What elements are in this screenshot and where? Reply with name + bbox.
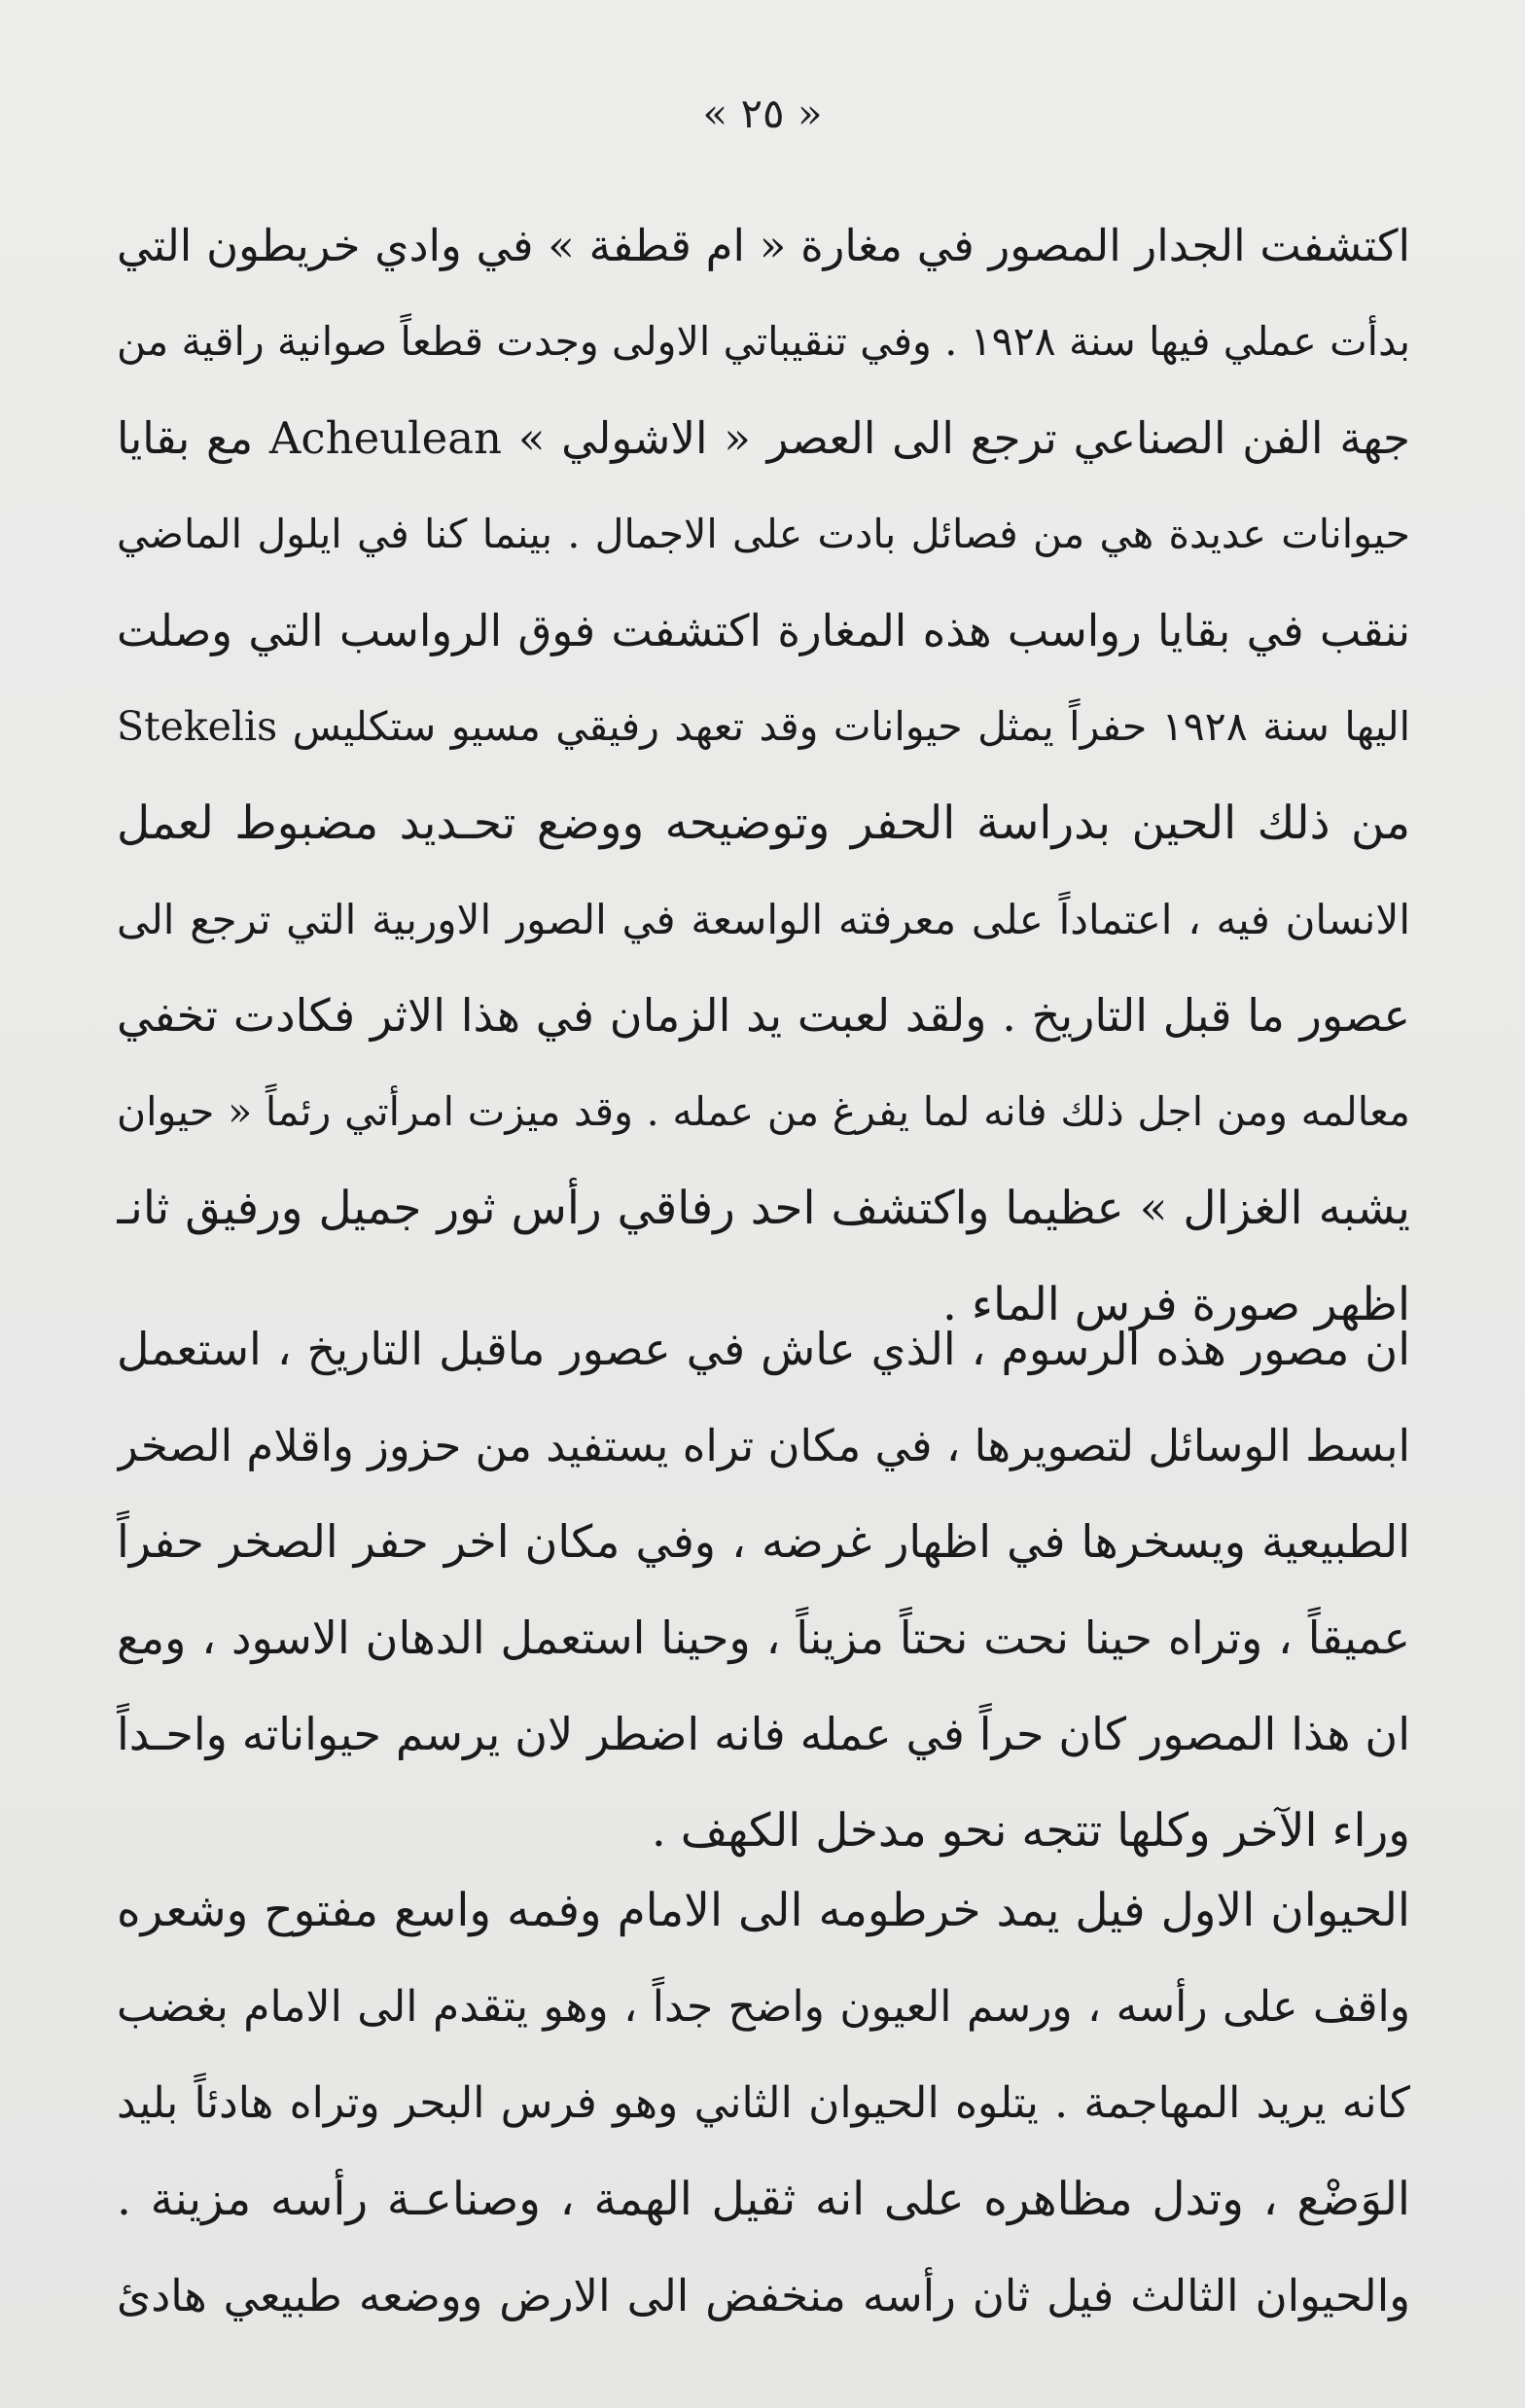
text-line: حيوانات عديدة هي من فصائل بادت على الاجمال . بينما كنا في ايلول الماضي [117, 511, 1410, 557]
text-line: جهة الفن الصناعي ترجع الى العصر « الاشولي » Acheulean مع بقايا [117, 412, 1410, 464]
text-line: الوَضْع ، وتدل مظاهره على انه ثقيل الهمة ، وصناعـة رأسه مزينة . [117, 2173, 1410, 2226]
text-line: معالمه ومن اجل ذلك فانه لما يفرغ من عمله . وقد ميزت امرأتي رئماً « حيوان [117, 1088, 1410, 1135]
text-line: الحيوان الاول فيل يمد خرطومه الى الامام وفمه واسع مفتوح وشعره [117, 1884, 1410, 1937]
text-line: ان مصور هذه الرسوم ، الذي عاش في عصور ماقبل التاريخ ، استعمل [117, 1323, 1410, 1375]
text-line: من ذلك الحين بدراسة الحفر وتوضيحه ووضع تحـديد مضبوط لعمل [117, 797, 1410, 850]
text-line: كانه يريد المهاجمة . يتلوه الحيوان الثاني وهو فرس البحر وتراه هادئاً بليد [117, 2078, 1410, 2128]
text-line: بدأت عملي فيها سنة ١٩٢٨ . وفي تنقيباتي الاولى وجدت قطعاً صوانية راقية من [117, 318, 1410, 365]
text-line: ابسط الوسائل لتصويرها ، في مكان تراه يستفيد من حزوز واقلام الصخر [117, 1420, 1410, 1471]
text-line: اظهر صورة فرس الماء . [941, 1278, 1410, 1331]
text-line: وراء الآخر وكلها تتجه نحو مدخل الكهف . [651, 1804, 1410, 1858]
text-line: ننقب في بقايا رواسب هذه المغارة اكتشفت فوق الرواسب التي وصلت [117, 605, 1410, 656]
paragraph-3 [117, 1862, 1410, 2344]
text-line: عصور ما قبل التاريخ . ولقد لعبت يد الزمان في هذا الاثر فكادت تخفي [117, 989, 1410, 1042]
text-line: اليها سنة ١٩٢٨ حفراً يمثل حيوانات وقد تعهد رفيقي مسيو ستكليس Stekelis [117, 703, 1410, 750]
text-line: الانسان فيه ، اعتماداً على معرفته الواسعة في الصور الاوربية التي ترجع الى [117, 896, 1410, 943]
text-line: واقف على رأسه ، ورسم العيون واضح جداً ، وهو يتقدم الى الامام بغضب [117, 1982, 1410, 2032]
text-line: ان هذا المصور كان حراً في عمله فانه اضطر لان يرسم حيواناته واحـداً [117, 1708, 1410, 1760]
page-number: « ٢٥ » [702, 89, 823, 137]
paragraph-1 [117, 197, 1410, 1353]
text-line: يشبه الغزال » عظيما واكتشف احد رفاقي رأس ثور جميل ورفيق ثانـ [117, 1182, 1410, 1235]
text-line: عميقاً ، وتراه حينا نحت نحتاً مزيناً ، وحينا استعمل الدهان الاسود ، ومع [117, 1611, 1410, 1664]
text-line: اكتشفت الجدار المصور في مغارة « ام قطفة » في وادي خريطون التي [117, 220, 1410, 271]
text-line: والحيوان الثالث فيل ثان رأسه منخفض الى الارض ووضعه طبيعي هادئ [117, 2270, 1410, 2321]
text-line: الطبيعية ويسخرها في اظهار غرضه ، وفي مكان اخر حفر الصخر حفراً [117, 1515, 1410, 1568]
paragraph-2 [117, 1301, 1410, 1879]
